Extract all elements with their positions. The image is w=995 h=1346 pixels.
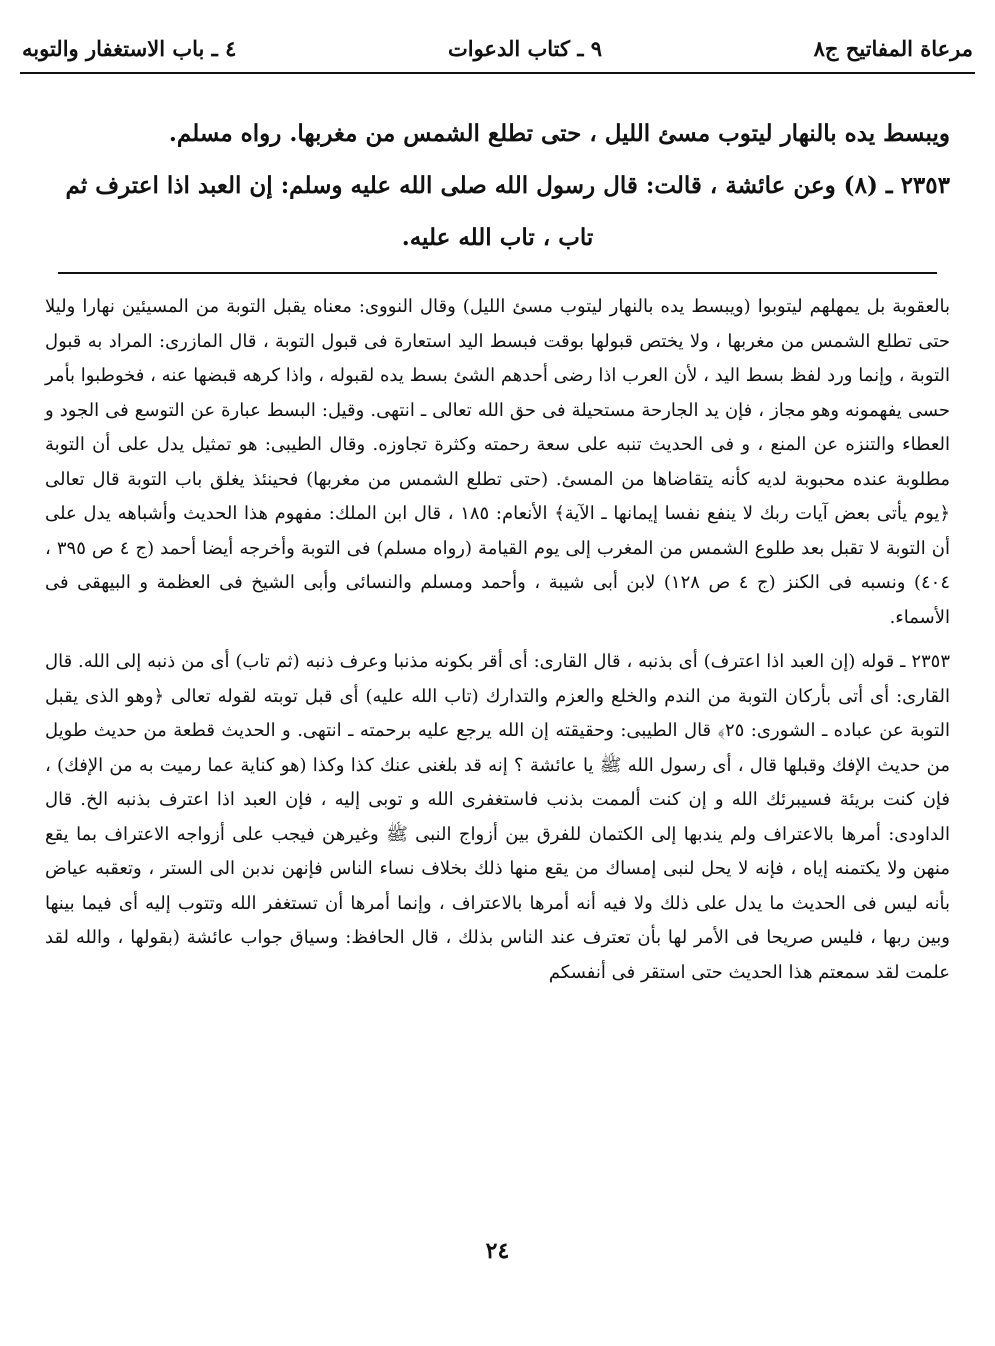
hadith-2353: ٢٣٥٣ ـ (٨) وعن عائشة ، قالت: قال رسول الله صلى الله عليه وسلم: إن العبد اذا اعترف ثم [65,172,950,199]
text-commentary-divider [58,272,937,274]
commentary-paragraph-1: بالعقوبة بل يمهلهم ليتوبوا (ويبسط يده بالنهار ليتوب مسئ الليل) وقال النووى: معناه يقبل التوبة من المسيئين نهارا وليلا حتى تطلع الشمس من مغربها ، ولا يختص قبولها بوقت فبسط اليد استعارة فى قبول التوبة ، قال المازرى: المراد به قبول التوبة ، وإنما ورد لفظ بسط اليد ، لأن العرب اذا رضى أحدهم الشئ بسط يده لقبوله ، واذا كرهه قبضها عنه ، فخوطبوا بأمر حسى يفهمونه وهو مجاز ، فإن يد الجارحة مستحيلة فى حق الله تعالى ـ انتهى. وقيل: البسط عبارة عن التوسع فى الجود و العطاء والتنزه عن المنع ، و فى الحديث تنبه على سعة رحمته وكثرة تجاوزه. وقال الطيبى: هو تمثيل يدل على أن التوبة مطلوبة عنده محبوبة لديه كأنه يتقاضاها من المسئ. (حتى تطلع الشمس من مغربها) فحينئذ يغلق باب التوبة قال تعالى ﴿يوم يأتى بعض آيات ربك لا ينفع نفسا إيمانها ـ الآية﴾ الأنعام: ١٨٥ ، قال ابن الملك: مفهوم هذا الحديث وأشباهه يدل على أن التوبة لا تقبل بعد طلوع الشمس من المغرب إلى يوم القيامة (رواه مسلم) فى التوبة وأخرجه أيضا أحمد (ج ٤ ص ٣٩٥ ، ٤٠٤) ونسبه فى الكنز (ج ٤ ص ١٢٨) لابن أبى شيبة ، وأحمد ومسلم والنسائى وأبى الشيخ فى العظمة و البيهقى فى الأسماء. [45,296,950,628]
header-book-title: مرعاة المفاتيح ج٨ [813,35,973,61]
hadith-2353-ending: تاب ، تاب الله عليه. [401,224,594,251]
commentary-block [45,290,950,990]
header-chapter: ٩ ـ كتاب الدعوات [447,35,603,61]
commentary-paragraph-2: ٢٣٥٣ ـ قوله (إن العبد اذا اعترف) أى بذنبه ، قال القارى: أى أقر بكونه مذنبا وعرف ذنبه (ثم تاب) أى من ذنبه إلى الله. قال القارى: أى أتى بأركان التوبة من الندم والخلع والعزم والتدارك (تاب الله عليه) أى قبل توبته لقوله تعالى ﴿وهو الذى يقبل التوبة عن عباده ـ الشورى: ٢٥﴾ قال الطيبى: وحقيقته إن الله يرجع عليه برحمته ـ انتهى. و الحديث قطعة من حديث طويل من حديث الإفك وقبلها قال ، أى رسول الله ﷺ يا عائشة ؟ إنه قد بلغنى عنك كذا وكذا (هو كناية عما رميت به من الإفك) ، فإن كنت بريئة فسيبرئك الله و إن كنت ألممت بذنب فاستغفرى الله و توبى إليه ، فإن العبد اذا اعترف بذنبه الخ. قال الداودى: أمرها بالاعتراف ولم يندبها إلى الكتمان للفرق بين أزواج النبى ﷺ وغيرهن فيجب على أزواجه الاعتراف بما يقع منهن ولا يكتمنه إياه ، فإنه لا يحل لنبى إمساك من يقع منها ذلك بخلاف نساء الناس فإنهن ندبن الى الستر ، وتعقبه عياض بأنه ليس فى الحديث ما يدل على ذلك ولا فيه أنه أمرها بالاعتراف ، وإنما أمرها أن تستغفر الله وتتوب إليه أى فيما بينها وبين ربها ، فليس صريحا فى الأمر لها بأن تعترف عند الناس بذلك ، قال الحافظ: وسياق جواب عائشة (بقولها ، والله لقد علمت لقد سمعتم هذا الحديث حتى استقر فى أنفسكم [45,651,950,983]
page-number: ٢٤ [485,1238,510,1264]
header-divider [20,72,975,74]
hadith-text-block [45,108,950,264]
running-header [22,26,973,70]
header-section: ٤ ـ باب الاستغفار والتوبه [22,35,237,61]
hadith-previous-ending: ويبسط يده بالنهار ليتوب مسئ الليل ، حتى تطلع الشمس من مغربها. رواه مسلم. [168,120,950,147]
